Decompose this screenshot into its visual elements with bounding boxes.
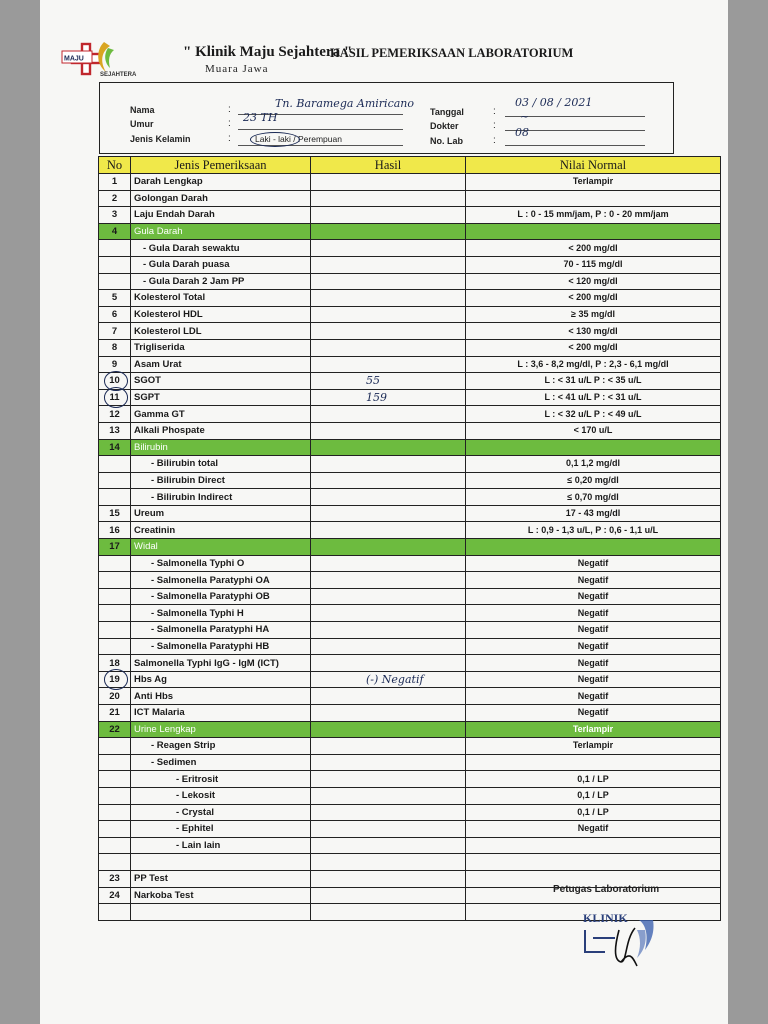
row-test-name: Hbs Ag [131, 671, 311, 688]
colon: : [493, 120, 496, 131]
row-normal-value: 70 - 115 mg/dl [466, 256, 721, 273]
row-test-name: PP Test [131, 870, 311, 887]
table-row [99, 505, 721, 522]
row-no [99, 754, 131, 771]
stamp-text: KLINIK [583, 911, 628, 925]
row-test-name: - Lekosit [131, 787, 311, 804]
colon: : [493, 106, 496, 117]
row-test-name: - Eritrosit [131, 771, 311, 788]
row-no [99, 738, 131, 755]
table-row [99, 655, 721, 672]
doctor-value: ~ [520, 110, 530, 123]
colon: : [493, 135, 496, 146]
row-normal-value: Negatif [466, 688, 721, 705]
row-result [311, 522, 466, 539]
row-test-name: Bilirubin [131, 439, 311, 456]
row-test-name: - Gula Darah sewaktu [131, 240, 311, 257]
table-row [99, 356, 721, 373]
patient-info-box [99, 82, 674, 154]
row-test-name: Alkali Phospate [131, 422, 311, 439]
row-test-name: - Salmonella Typhi O [131, 555, 311, 572]
row-test-name: - Gula Darah puasa [131, 256, 311, 273]
row-normal-value: Terlampir [466, 721, 721, 738]
row-test-name: - Crystal [131, 804, 311, 821]
header-test: Jenis Pemeriksaan [131, 157, 311, 174]
row-test-name: Golongan Darah [131, 190, 311, 207]
row-result [311, 572, 466, 589]
table-row [99, 522, 721, 539]
row-result [311, 588, 466, 605]
row-normal-value: Negatif [466, 638, 721, 655]
row-no: 1 [99, 174, 131, 191]
table-row [99, 688, 721, 705]
clinic-location: Muara Jawa [205, 63, 269, 75]
row-test-name: Laju Endah Darah [131, 207, 311, 224]
row-no [99, 240, 131, 257]
row-no: 19 [99, 671, 131, 688]
table-row [99, 456, 721, 473]
table-body [99, 174, 721, 921]
row-no [99, 273, 131, 290]
table-row [99, 207, 721, 224]
row-normal-value: < 130 mg/dl [466, 323, 721, 340]
row-normal-value [466, 539, 721, 556]
name-label: Nama [130, 105, 155, 115]
table-row [99, 605, 721, 622]
lab-no-underline [505, 145, 645, 146]
row-no: 6 [99, 306, 131, 323]
row-result [311, 539, 466, 556]
age-value: 23 TH [243, 111, 278, 124]
row-no [99, 605, 131, 622]
row-result [311, 738, 466, 755]
row-normal-value: < 200 mg/dl [466, 240, 721, 257]
row-normal-value [466, 223, 721, 240]
clinic-stamp-signature [575, 900, 665, 980]
row-normal-value: Negatif [466, 622, 721, 639]
row-result [311, 837, 466, 854]
row-no: 16 [99, 522, 131, 539]
table-row [99, 290, 721, 307]
table-row [99, 738, 721, 755]
row-normal-value [466, 854, 721, 871]
table-row [99, 837, 721, 854]
row-test-name: Trigliserida [131, 339, 311, 356]
row-normal-value [466, 754, 721, 771]
row-normal-value: Negatif [466, 671, 721, 688]
row-normal-value: Negatif [466, 555, 721, 572]
row-no: 20 [99, 688, 131, 705]
row-test-name: SGOT [131, 373, 311, 390]
row-normal-value: 0,1 / LP [466, 771, 721, 788]
row-test-name [131, 854, 311, 871]
row-normal-value: Negatif [466, 705, 721, 722]
row-test-name: Kolesterol HDL [131, 306, 311, 323]
table-row [99, 240, 721, 257]
lab-no-value: 08 [515, 126, 529, 139]
row-result [311, 207, 466, 224]
sex-selection-circle [250, 132, 300, 147]
row-no [99, 854, 131, 871]
row-no: 2 [99, 190, 131, 207]
row-normal-value: L : < 41 u/L P : < 31 u/L [466, 389, 721, 406]
row-result [311, 190, 466, 207]
age-label: Umur [130, 119, 154, 129]
logo-subtext: SEJAHTERA [100, 72, 137, 78]
row-no: 15 [99, 505, 131, 522]
row-test-name: Creatinin [131, 522, 311, 539]
row-result [311, 605, 466, 622]
row-normal-value: 0,1 / LP [466, 804, 721, 821]
table-row [99, 854, 721, 871]
row-test-name: Gamma GT [131, 406, 311, 423]
row-normal-value [466, 439, 721, 456]
header-normal: Nilai Normal [466, 157, 721, 174]
row-result [311, 489, 466, 506]
row-normal-value: L : 0,9 - 1,3 u/L, P : 0,6 - 1,1 u/L [466, 522, 721, 539]
row-result [311, 290, 466, 307]
table-header-row [99, 157, 721, 174]
table-row [99, 705, 721, 722]
row-test-name: - Ephitel [131, 821, 311, 838]
row-normal-value: < 200 mg/dl [466, 290, 721, 307]
row-test-name: - Gula Darah 2 Jam PP [131, 273, 311, 290]
row-no: 23 [99, 870, 131, 887]
table-row [99, 406, 721, 423]
row-test-name: Salmonella Typhi IgG - IgM (ICT) [131, 655, 311, 672]
row-normal-value: ≥ 35 mg/dl [466, 306, 721, 323]
lab-results-table [98, 156, 721, 921]
row-no: 9 [99, 356, 131, 373]
header-result: Hasil [311, 157, 466, 174]
row-no: 8 [99, 339, 131, 356]
row-result [311, 804, 466, 821]
row-result [311, 721, 466, 738]
colon: : [228, 118, 231, 129]
row-result [311, 273, 466, 290]
row-no [99, 904, 131, 921]
table-section-row [99, 539, 721, 556]
row-result [311, 638, 466, 655]
table-row [99, 190, 721, 207]
clinic-name: " Klinik Maju Sejahtera " [183, 44, 353, 60]
row-result [311, 821, 466, 838]
table-row [99, 555, 721, 572]
row-test-name: ICT Malaria [131, 705, 311, 722]
row-no [99, 638, 131, 655]
row-result: 55 [311, 373, 466, 390]
row-number-circle-mark [104, 387, 128, 408]
row-no: 24 [99, 887, 131, 904]
row-no [99, 771, 131, 788]
row-result [311, 754, 466, 771]
row-test-name: - Bilirubin total [131, 456, 311, 473]
row-test-name: Kolesterol Total [131, 290, 311, 307]
row-normal-value: 0,1 / LP [466, 787, 721, 804]
row-normal-value: ≤ 0,20 mg/dl [466, 472, 721, 489]
row-no: 10 [99, 373, 131, 390]
row-no [99, 837, 131, 854]
row-result [311, 323, 466, 340]
row-result [311, 472, 466, 489]
table-row [99, 273, 721, 290]
date-value: 03 / 08 / 2021 [515, 96, 593, 109]
row-no: 22 [99, 721, 131, 738]
row-no: 18 [99, 655, 131, 672]
row-result [311, 240, 466, 257]
row-test-name [131, 904, 311, 921]
row-result [311, 688, 466, 705]
table-section-row [99, 439, 721, 456]
row-normal-value: ≤ 0,70 mg/dl [466, 489, 721, 506]
row-normal-value [466, 190, 721, 207]
row-normal-value: Negatif [466, 605, 721, 622]
doctor-label: Dokter [430, 121, 459, 131]
row-test-name: - Salmonella Typhi H [131, 605, 311, 622]
row-no: 5 [99, 290, 131, 307]
row-test-name: - Bilirubin Direct [131, 472, 311, 489]
table-row [99, 489, 721, 506]
row-normal-value: Terlampir [466, 738, 721, 755]
row-result [311, 223, 466, 240]
row-no: 12 [99, 406, 131, 423]
age-underline [238, 129, 403, 130]
row-test-name: Kolesterol LDL [131, 323, 311, 340]
row-result [311, 870, 466, 887]
table-row [99, 339, 721, 356]
row-result [311, 406, 466, 423]
row-normal-value: 17 - 43 mg/dl [466, 505, 721, 522]
row-result [311, 787, 466, 804]
row-test-name: - Salmonella Paratyphi HA [131, 622, 311, 639]
row-normal-value: L : < 32 u/L P : < 49 u/L [466, 406, 721, 423]
row-normal-value: Negatif [466, 655, 721, 672]
row-test-name: - Lain lain [131, 837, 311, 854]
row-result [311, 256, 466, 273]
table-row [99, 671, 721, 688]
row-result [311, 887, 466, 904]
row-result [311, 555, 466, 572]
row-normal-value [466, 837, 721, 854]
row-no: 17 [99, 539, 131, 556]
table-row [99, 256, 721, 273]
table-row [99, 306, 721, 323]
row-result [311, 339, 466, 356]
table-row [99, 771, 721, 788]
colon: : [228, 133, 231, 144]
row-test-name: Ureum [131, 505, 311, 522]
row-test-name: - Salmonella Paratyphi HB [131, 638, 311, 655]
lab-no-label: No. Lab [430, 136, 463, 146]
row-test-name: Darah Lengkap [131, 174, 311, 191]
row-test-name: - Salmonella Paratyphi OA [131, 572, 311, 589]
row-normal-value: Negatif [466, 588, 721, 605]
table-row [99, 572, 721, 589]
row-result [311, 771, 466, 788]
row-test-name: Urine Lengkap [131, 721, 311, 738]
table-row [99, 787, 721, 804]
row-result [311, 456, 466, 473]
row-result [311, 422, 466, 439]
row-no: 14 [99, 439, 131, 456]
row-result [311, 705, 466, 722]
row-no [99, 572, 131, 589]
report-title: HASIL PEMERIKSAAN LABORATORIUM [330, 46, 574, 60]
row-normal-value: < 170 u/L [466, 422, 721, 439]
row-no [99, 787, 131, 804]
table-row [99, 323, 721, 340]
row-no [99, 555, 131, 572]
row-test-name: - Sedimen [131, 754, 311, 771]
row-test-name: SGPT [131, 389, 311, 406]
row-result: (-) Negatif [311, 671, 466, 688]
row-test-name: Widal [131, 539, 311, 556]
row-normal-value: Terlampir [466, 174, 721, 191]
sex-options: Laki - laki / Perempuan [255, 134, 342, 144]
row-result [311, 904, 466, 921]
row-no: 7 [99, 323, 131, 340]
row-result [311, 655, 466, 672]
row-test-name: Narkoba Test [131, 887, 311, 904]
row-normal-value: < 200 mg/dl [466, 339, 721, 356]
row-no: 3 [99, 207, 131, 224]
row-result [311, 854, 466, 871]
row-no [99, 472, 131, 489]
colon: : [228, 104, 231, 115]
row-no [99, 489, 131, 506]
row-normal-value: L : < 31 u/L P : < 35 u/L [466, 373, 721, 390]
table-row [99, 373, 721, 390]
row-no: 11 [99, 389, 131, 406]
row-no [99, 622, 131, 639]
logo-text: MAJU [64, 55, 84, 63]
row-normal-value: L : 0 - 15 mm/jam, P : 0 - 20 mm/jam [466, 207, 721, 224]
row-no: 21 [99, 705, 131, 722]
row-result [311, 505, 466, 522]
table-row [99, 174, 721, 191]
row-no [99, 256, 131, 273]
row-result [311, 174, 466, 191]
row-no: 4 [99, 223, 131, 240]
row-normal-value: 0,1 1,2 mg/dl [466, 456, 721, 473]
row-test-name: - Reagen Strip [131, 738, 311, 755]
row-result [311, 622, 466, 639]
table-row [99, 754, 721, 771]
row-test-name: - Bilirubin Indirect [131, 489, 311, 506]
date-label: Tanggal [430, 107, 464, 117]
row-result: 159 [311, 389, 466, 406]
table-section-row [99, 721, 721, 738]
row-test-name: Asam Urat [131, 356, 311, 373]
row-normal-value: L : 3,6 - 8,2 mg/dl, P : 2,3 - 6,1 mg/dl [466, 356, 721, 373]
row-test-name: - Salmonella Paratyphi OB [131, 588, 311, 605]
table-row [99, 472, 721, 489]
table-row [99, 389, 721, 406]
name-value: Tn. Baramega Amiricano [275, 97, 415, 110]
row-no [99, 804, 131, 821]
row-result [311, 439, 466, 456]
table-section-row [99, 223, 721, 240]
row-no: 13 [99, 422, 131, 439]
sex-label: Jenis Kelamin [130, 134, 191, 144]
row-test-name: Gula Darah [131, 223, 311, 240]
row-number-circle-mark [104, 669, 128, 690]
row-no [99, 821, 131, 838]
table-row [99, 622, 721, 639]
row-normal-value: Negatif [466, 821, 721, 838]
table-row [99, 804, 721, 821]
table-row [99, 821, 721, 838]
row-no [99, 456, 131, 473]
table-row [99, 638, 721, 655]
row-result [311, 306, 466, 323]
header-no: No [99, 157, 131, 174]
row-no [99, 588, 131, 605]
table-row [99, 422, 721, 439]
row-result [311, 356, 466, 373]
row-normal-value: Negatif [466, 572, 721, 589]
row-normal-value: < 120 mg/dl [466, 273, 721, 290]
officer-label: Petugas Laboratorium [553, 884, 660, 895]
table-row [99, 588, 721, 605]
row-test-name: Anti Hbs [131, 688, 311, 705]
